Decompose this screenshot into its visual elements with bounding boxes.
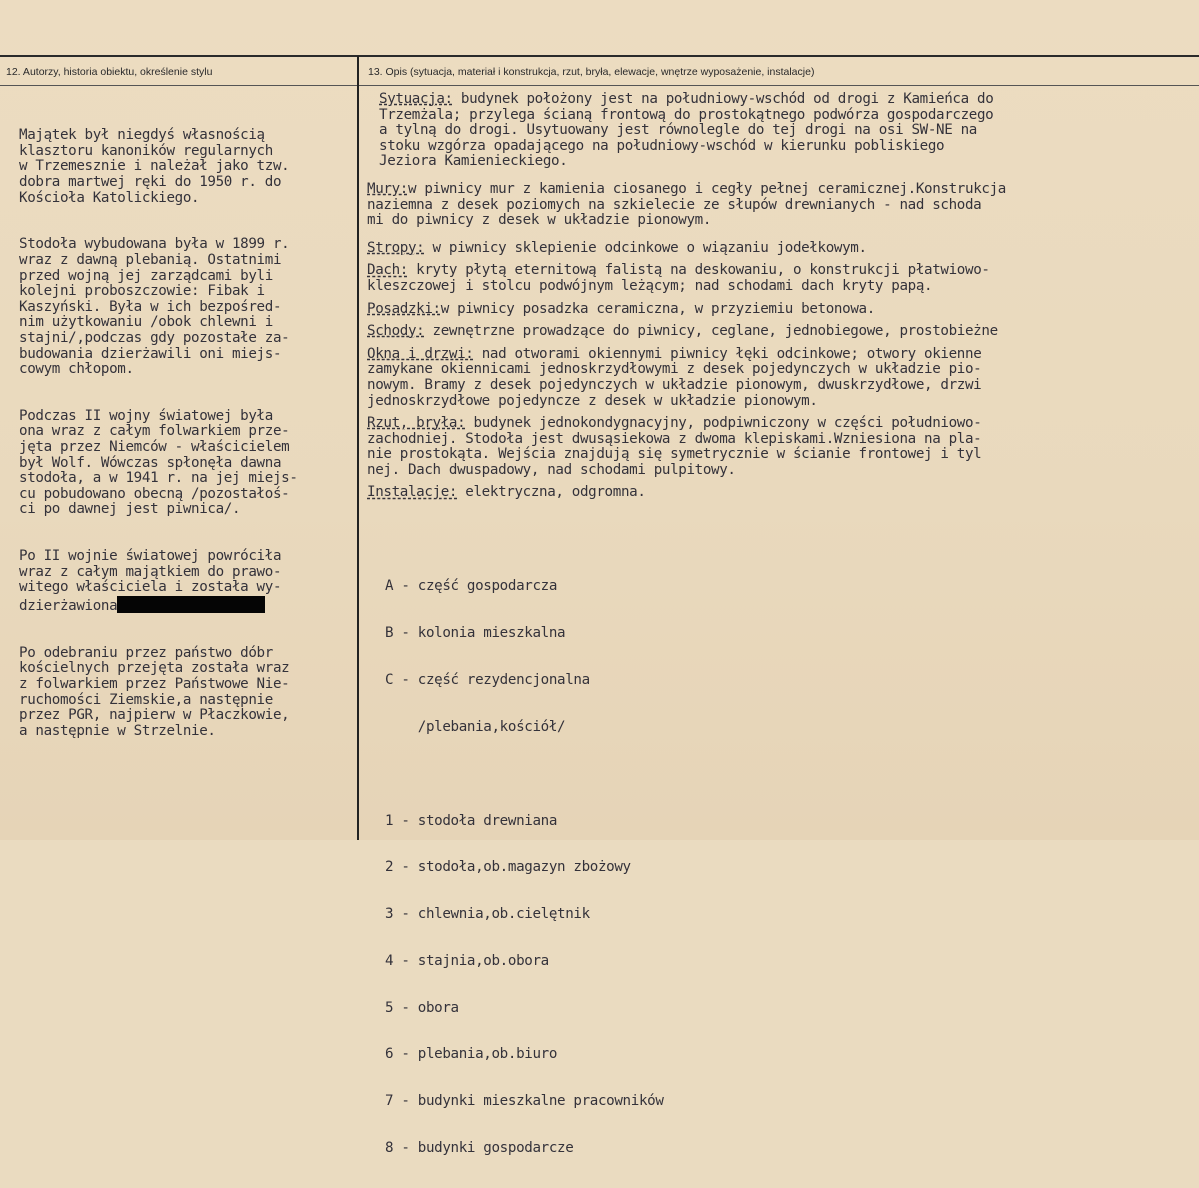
legend-item: /plebania,kościół/ [385,718,566,735]
section-sytuacja [379,92,1192,170]
section-label: Schody: [367,323,425,340]
section-dach [367,263,1192,294]
section-label: Instalacje: [367,484,458,501]
history-text [19,97,355,771]
history-paragraph-5: Po odebraniu przez państwo dóbr kościelnych przejęta została wraz z folwarkiem przez Państwowe Nie- ruchomości Ziemskie,a następnie przez PGR, najpierw w Płaczkowie, a następnie w Strzelnie. [19,644,290,739]
right-column-header: 13. Opis (sytuacja, materiał i konstrukcja, rzut, bryła, elewacje, wnętrze wyposażenie, instalacje) [368,66,815,78]
description-column [367,92,1192,508]
legend-item: B - kolonia mieszkalna [385,624,566,641]
legend-item: 4 - stajnia,ob.obora [385,952,549,969]
redaction-block [117,596,265,613]
legend-item: A - część gospodarcza [385,578,558,595]
section-text: w piwnicy posadzka ceramiczna, w przyziemiu betonowa. [440,300,875,317]
section-stropy [367,241,1192,257]
section-text: elektryczna, odgromna. [457,484,646,501]
history-paragraph-3: Podczas II wojny światowej była ona wraz z całym folwarkiem prze- jęta przez Niemców - właścicielem był Wolf. Wówczas spłonęła dawna stodoła, a w 1941 r. na jej miejs- cu pobudowano obecną /pozostałoś- ci po dawnej jest piwnica/. [19,407,298,518]
section-label: Stropy: [367,239,425,256]
legend-item: 7 - budynki mieszkalne pracowników [385,1093,664,1110]
section-label: Dach: [367,262,408,279]
section-text: zewnętrzne prowadzące do piwnicy, ceglane, jednobiegowe, prostobieżne [424,323,998,340]
section-label: Mury: [367,180,408,197]
section-label: Okna i drzwi: [367,345,474,362]
section-text: kryty płytą eternitową falistą na deskowaniu, o konstrukcji płatwiowo- kleszczowej i stolcu podwójnym leżącym; nad schodami dach kryty papą. [367,262,990,294]
legend-spacer [385,766,664,782]
top-rule [0,55,1199,57]
section-rzut-bryla [367,416,1192,478]
section-okna-i-drzwi [367,347,1192,409]
section-mury [367,182,1192,229]
header-rule [0,85,1199,86]
legend-item: 8 - budynki gospodarcze [385,1139,574,1156]
legend-item: 3 - chlewnia,ob.cielętnik [385,906,590,923]
legend-item: 6 - plebania,ob.biuro [385,1046,558,1063]
section-text: nad otworami okiennymi piwnicy łęki odcinkowe; otwory okienne zamykane okiennicami jednoskrzydłowymi z desek pojedynczych w układzie pio- nowym. Bramy z desek pojedynczych w układzie pionowym, dwuskrzydłowe, drzwi jednoskrzydłowe pojedyncze z desek w układzie pionowym. [367,345,982,409]
section-schody [367,324,1192,340]
section-posadzki [367,302,1192,318]
legend-item: 2 - stodoła,ob.magazyn zbożowy [385,859,631,876]
history-paragraph-2: Stodoła wybudowana była w 1899 r. wraz z dawną plebanią. Ostatnimi przed wojną jej zarządcami byli kolejni proboszczowie: Fibak i Kaszyński. Była w ich bezpośred- nim użytkowaniu /obok chlewni i stajni/,podczas gdy pozostałe za- budowania dzierżawili oni miejs- cowym chłopom. [19,236,290,378]
history-paragraph-4 [19,549,355,614]
section-text: w piwnicy sklepienie odcinkowe o wiązaniu jodełkowym. [424,239,867,256]
section-text: budynek jednokondygnacyjny, podpiwniczony w części południowo- zachodniej. Stodoła jest dwusąsiekowa z dwoma klepiskami.Wzniesiona na pla- nie prostokąta. Wejścia znajdują się symetrycznie w ścianie frontowej i tyl nej. Dach dwuspadowy, nad schodami pulpitowy. [367,415,982,478]
history-paragraph-1: Majątek był niegdyś własnością klasztoru kanoników regularnych w Trzemesznie i należał jako tzw. dobra martwej ręki do 1950 r. do Kościoła Katolickiego. [19,127,290,206]
history-paragraph-4-text: Po II wojnie światowej powróciła wraz z całym majątkiem do prawo- witego właściciela i została wy- dzierżawiona [19,548,282,614]
legend-item: C - część rezydencjonalna [385,671,590,688]
section-label: Posadzki: [367,300,441,317]
column-divider [357,56,359,840]
legend-item: 5 - obora [385,999,459,1016]
section-label: Sytuacja: [379,91,453,107]
section-text: w piwnicy mur z kamienia ciosanego i cegły pełnej ceramicznej.Konstrukcja naziemna z desek poziomych na szkielecie ze słupów drewnianych - nad schoda mi do piwnicy z desek w układzie pionowym. [367,180,1006,229]
left-column-header: 12. Autorzy, historia obiektu, określenie stylu [6,66,213,78]
site-legend [385,548,664,1188]
section-label: Rzut, bryła: [367,415,466,432]
section-text: budynek położony jest na południowy-wschód od drogi z Kamieńca do Trzemżala; przylega ścianą frontową do prostokątnego podwórza gospodarczego a tylną do drogi. Usytuowany jest równolegle do tej drogi na osi SW-NE na stoku wzgórza opadającego na południowy-wschód w kierunku pobliskiego Jeziora Kamienieckiego. [379,91,994,170]
section-instalacje [367,485,1192,501]
legend-item: 1 - stodoła drewniana [385,812,558,829]
